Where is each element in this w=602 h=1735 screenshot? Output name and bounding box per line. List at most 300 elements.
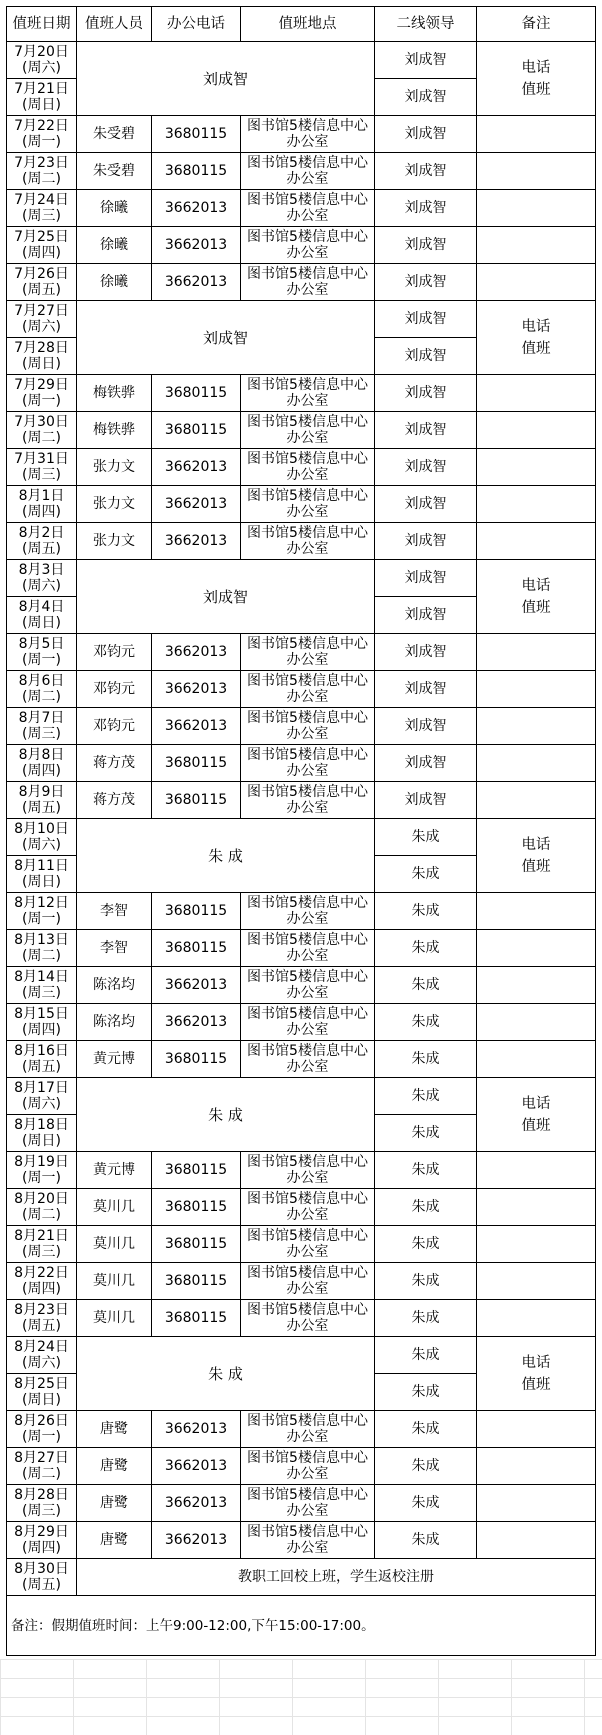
remark-cell [477,264,596,301]
date-text: 7月20日 [14,44,69,60]
leader-cell: 刘成智 [375,412,477,449]
remark-text: 电话值班 [521,577,551,616]
date-text: 8月13日 [14,932,69,948]
person-cell: 莫川几 [77,1226,152,1263]
leader-cell: 刘成智 [375,301,477,338]
duty-roster-table [6,6,596,1656]
remark-cell [477,819,596,893]
remark-cell [477,301,596,375]
phone-cell: 3662013 [152,1004,241,1041]
table-row [7,412,596,449]
remark-cell [477,1411,596,1448]
person-cell: 徐曦 [77,264,152,301]
phone-cell: 3662013 [152,486,241,523]
location-cell: 图书馆5楼信息中心办公室 [241,523,375,560]
date-text: 8月22日 [14,1265,69,1281]
header-date: 值班日期 [7,7,77,42]
weekday-text: (周四) [22,245,61,261]
location-cell: 图书馆5楼信息中心办公室 [241,1300,375,1337]
remark-cell [477,1263,596,1300]
weekday-text: (周六) [22,837,61,853]
location-cell: 图书馆5楼信息中心办公室 [241,227,375,264]
location-cell: 图书馆5楼信息中心办公室 [241,375,375,412]
phone-cell: 3662013 [152,227,241,264]
remark-cell [477,967,596,1004]
person-cell: 黄元博 [77,1152,152,1189]
date-text: 7月29日 [14,377,69,393]
weekday-text: (周三) [22,985,61,1001]
phone-cell: 3680115 [152,1152,241,1189]
phone-duty-person-cell: 刘成智 [77,42,375,116]
date-cell [7,1041,77,1078]
remark-cell [477,560,596,634]
leader-cell: 刘成智 [375,634,477,671]
spreadsheet-empty-grid [0,1659,602,1735]
leader-cell: 朱成 [375,1189,477,1226]
date-cell [7,560,77,597]
table-row [7,1337,596,1374]
location-cell: 图书馆5楼信息中心办公室 [241,486,375,523]
person-cell: 李智 [77,930,152,967]
remark-cell [477,1041,596,1078]
location-cell: 图书馆5楼信息中心办公室 [241,116,375,153]
date-cell [7,1485,77,1522]
phone-cell: 3680115 [152,782,241,819]
date-text: 8月17日 [14,1080,69,1096]
leader-cell: 刘成智 [375,375,477,412]
date-cell [7,856,77,893]
leader-cell: 朱成 [375,1041,477,1078]
phone-cell: 3662013 [152,634,241,671]
date-text: 8月25日 [14,1376,69,1392]
date-text: 7月30日 [14,414,69,430]
leader-cell: 刘成智 [375,745,477,782]
date-text: 7月23日 [14,155,69,171]
location-cell: 图书馆5楼信息中心办公室 [241,1226,375,1263]
weekday-text: (周二) [22,171,61,187]
date-text: 8月20日 [14,1191,69,1207]
leader-cell: 刘成智 [375,116,477,153]
leader-cell: 刘成智 [375,449,477,486]
person-cell: 唐鹭 [77,1485,152,1522]
leader-cell: 朱成 [375,1300,477,1337]
table-header-row [7,7,596,42]
weekday-text: (周日) [22,874,61,890]
person-cell: 梅铁骅 [77,375,152,412]
leader-cell: 朱成 [375,1448,477,1485]
remark-cell [477,42,596,116]
date-text: 8月29日 [14,1524,69,1540]
date-cell [7,782,77,819]
date-cell [7,671,77,708]
leader-cell: 刘成智 [375,671,477,708]
date-text: 7月31日 [14,451,69,467]
phone-cell: 3662013 [152,708,241,745]
table-row [7,264,596,301]
phone-cell: 3680115 [152,1041,241,1078]
phone-cell: 3662013 [152,967,241,1004]
table-row [7,486,596,523]
weekday-text: (周二) [22,948,61,964]
remark-cell [477,375,596,412]
table-row [7,1411,596,1448]
location-cell: 图书馆5楼信息中心办公室 [241,1522,375,1559]
phone-cell: 3680115 [152,412,241,449]
phone-cell: 3662013 [152,190,241,227]
weekday-text: (周五) [22,541,61,557]
weekday-text: (周一) [22,393,61,409]
phone-duty-person-cell: 刘成智 [77,560,375,634]
leader-cell: 刘成智 [375,782,477,819]
weekday-text: (周二) [22,1466,61,1482]
person-cell: 莫川几 [77,1189,152,1226]
date-cell [7,708,77,745]
weekday-text: (周一) [22,134,61,150]
leader-cell: 朱成 [375,893,477,930]
remark-text: 电话值班 [521,1354,551,1393]
table-row [7,819,596,856]
person-cell: 莫川几 [77,1300,152,1337]
date-text: 8月21日 [14,1228,69,1244]
date-text: 8月19日 [14,1154,69,1170]
date-text: 8月2日 [18,525,65,541]
table-row [7,671,596,708]
date-cell [7,301,77,338]
leader-cell: 刘成智 [375,42,477,79]
date-cell [7,42,77,79]
date-text: 8月5日 [18,636,65,652]
date-text: 8月8日 [18,747,65,763]
table-row [7,1559,596,1596]
table-row [7,116,596,153]
weekday-text: (周二) [22,689,61,705]
leader-cell: 刘成智 [375,264,477,301]
table-row [7,560,596,597]
phone-duty-person-cell: 朱 成 [77,819,375,893]
leader-cell: 朱成 [375,1485,477,1522]
phone-cell: 3680115 [152,745,241,782]
date-cell [7,79,77,116]
remark-cell [477,412,596,449]
date-cell [7,227,77,264]
table-row [7,227,596,264]
remark-text: 电话值班 [521,836,551,875]
date-text: 8月4日 [18,599,65,615]
table-row [7,1226,596,1263]
person-cell: 梅铁骅 [77,412,152,449]
remark-cell [477,930,596,967]
person-cell: 陈洺均 [77,967,152,1004]
location-cell: 图书馆5楼信息中心办公室 [241,634,375,671]
header-location: 值班地点 [241,7,375,42]
weekday-text: (周六) [22,1096,61,1112]
weekday-text: (周一) [22,1429,61,1445]
table-row [7,1485,596,1522]
leader-cell: 刘成智 [375,523,477,560]
table-row [7,523,596,560]
leader-cell: 朱成 [375,930,477,967]
location-cell: 图书馆5楼信息中心办公室 [241,1152,375,1189]
remark-cell [477,1226,596,1263]
leader-cell: 刘成智 [375,597,477,634]
location-cell: 图书馆5楼信息中心办公室 [241,264,375,301]
weekday-text: (周四) [22,1022,61,1038]
date-text: 8月23日 [14,1302,69,1318]
person-cell: 徐曦 [77,190,152,227]
weekday-text: (周三) [22,1244,61,1260]
remark-cell [477,1485,596,1522]
date-text: 8月24日 [14,1339,69,1355]
location-cell: 图书馆5楼信息中心办公室 [241,190,375,227]
date-cell [7,634,77,671]
leader-cell: 刘成智 [375,79,477,116]
table-row [7,301,596,338]
date-text: 8月1日 [18,488,65,504]
remark-cell [477,1300,596,1337]
weekday-text: (周一) [22,911,61,927]
phone-cell: 3680115 [152,1189,241,1226]
phone-cell: 3680115 [152,893,241,930]
remark-cell [477,1189,596,1226]
location-cell: 图书馆5楼信息中心办公室 [241,708,375,745]
date-text: 8月18日 [14,1117,69,1133]
date-cell [7,1004,77,1041]
date-text: 8月6日 [18,673,65,689]
location-cell: 图书馆5楼信息中心办公室 [241,671,375,708]
location-cell: 图书馆5楼信息中心办公室 [241,782,375,819]
weekday-text: (周日) [22,97,61,113]
leader-cell: 朱成 [375,1152,477,1189]
table-row [7,930,596,967]
weekday-text: (周二) [22,430,61,446]
date-text: 8月9日 [18,784,65,800]
header-leader: 二线领导 [375,7,477,42]
person-cell: 唐鹭 [77,1411,152,1448]
phone-cell: 3662013 [152,264,241,301]
date-cell [7,1411,77,1448]
person-cell: 朱受碧 [77,116,152,153]
leader-cell: 朱成 [375,1078,477,1115]
weekday-text: (周日) [22,1392,61,1408]
date-text: 8月27日 [14,1450,69,1466]
phone-cell: 3662013 [152,523,241,560]
leader-cell: 朱成 [375,1004,477,1041]
leader-cell: 朱成 [375,1522,477,1559]
weekday-text: (周三) [22,208,61,224]
date-cell [7,1263,77,1300]
leader-cell: 朱成 [375,856,477,893]
remark-text: 电话值班 [521,59,551,98]
weekday-text: (周五) [22,1577,61,1593]
table-row [7,42,596,79]
remark-cell [477,116,596,153]
duty-roster-sheet [6,6,595,1656]
person-cell: 朱受碧 [77,153,152,190]
remark-cell [477,1448,596,1485]
date-text: 7月26日 [14,266,69,282]
phone-cell: 3680115 [152,1300,241,1337]
date-text: 8月26日 [14,1413,69,1429]
table-row [7,1152,596,1189]
remark-cell [477,1337,596,1411]
date-cell [7,116,77,153]
date-cell [7,264,77,301]
person-cell: 张力文 [77,486,152,523]
person-cell: 邓钧元 [77,634,152,671]
weekday-text: (周三) [22,467,61,483]
date-text: 8月12日 [14,895,69,911]
remark-cell [477,486,596,523]
leader-cell: 朱成 [375,1226,477,1263]
date-text: 8月14日 [14,969,69,985]
table-row [7,967,596,1004]
date-text: 8月30日 [14,1561,69,1577]
phone-cell: 3662013 [152,1485,241,1522]
remark-cell [477,1004,596,1041]
weekday-text: (周三) [22,1503,61,1519]
phone-cell: 3662013 [152,1411,241,1448]
location-cell: 图书馆5楼信息中心办公室 [241,1189,375,1226]
phone-duty-person-cell: 刘成智 [77,301,375,375]
person-cell: 蒋方茂 [77,745,152,782]
weekday-text: (周二) [22,1207,61,1223]
table-row [7,1448,596,1485]
phone-cell: 3662013 [152,671,241,708]
date-cell [7,486,77,523]
table-row [7,1300,596,1337]
date-text: 7月22日 [14,118,69,134]
footnote-text: 备注：假期值班时间：上午9:00-12:00,下午15:00-17:00。 [7,1596,596,1656]
location-cell: 图书馆5楼信息中心办公室 [241,1448,375,1485]
location-cell: 图书馆5楼信息中心办公室 [241,153,375,190]
table-row [7,708,596,745]
date-cell [7,523,77,560]
remark-cell [477,1078,596,1152]
leader-cell: 刘成智 [375,227,477,264]
weekday-text: (周三) [22,726,61,742]
header-person: 值班人员 [77,7,152,42]
date-text: 8月7日 [18,710,65,726]
date-cell [7,190,77,227]
date-text: 8月11日 [14,858,69,874]
date-cell [7,1559,77,1596]
weekday-text: (周六) [22,1355,61,1371]
remark-text: 电话值班 [521,318,551,357]
date-text: 8月28日 [14,1487,69,1503]
table-row [7,1004,596,1041]
phone-cell: 3680115 [152,930,241,967]
table-row [7,782,596,819]
phone-cell: 3680115 [152,375,241,412]
person-cell: 陈洺均 [77,1004,152,1041]
table-row [7,1041,596,1078]
table-row [7,893,596,930]
remark-cell [477,634,596,671]
date-text: 7月24日 [14,192,69,208]
weekday-text: (周一) [22,1170,61,1186]
date-text: 7月27日 [14,303,69,319]
leader-cell: 刘成智 [375,338,477,375]
remark-cell [477,190,596,227]
date-cell [7,1337,77,1374]
date-cell [7,1152,77,1189]
leader-cell: 刘成智 [375,190,477,227]
date-text: 8月15日 [14,1006,69,1022]
date-cell [7,745,77,782]
remark-cell [477,893,596,930]
table-row [7,375,596,412]
location-cell: 图书馆5楼信息中心办公室 [241,745,375,782]
header-phone: 办公电话 [152,7,241,42]
remark-cell [477,782,596,819]
date-cell [7,1374,77,1411]
person-cell: 黄元博 [77,1041,152,1078]
remark-cell [477,708,596,745]
date-cell [7,1522,77,1559]
weekday-text: (周四) [22,1540,61,1556]
date-cell [7,967,77,1004]
phone-cell: 3662013 [152,1448,241,1485]
date-cell [7,1189,77,1226]
location-cell: 图书馆5楼信息中心办公室 [241,449,375,486]
person-cell: 徐曦 [77,227,152,264]
weekday-text: (周五) [22,1059,61,1075]
person-cell: 张力文 [77,449,152,486]
remark-cell [477,449,596,486]
remark-text: 电话值班 [521,1095,551,1134]
location-cell: 图书馆5楼信息中心办公室 [241,967,375,1004]
table-row [7,1522,596,1559]
leader-cell: 朱成 [375,1337,477,1374]
weekday-text: (周日) [22,356,61,372]
leader-cell: 朱成 [375,1374,477,1411]
remark-cell [477,523,596,560]
table-row [7,190,596,227]
weekday-text: (周五) [22,1318,61,1334]
person-cell: 李智 [77,893,152,930]
person-cell: 蒋方茂 [77,782,152,819]
remark-cell [477,671,596,708]
person-cell: 唐鹭 [77,1448,152,1485]
date-text: 8月10日 [14,821,69,837]
weekday-text: (周四) [22,763,61,779]
date-cell [7,1078,77,1115]
date-cell [7,819,77,856]
leader-cell: 朱成 [375,1263,477,1300]
leader-cell: 刘成智 [375,560,477,597]
phone-cell: 3680115 [152,1263,241,1300]
table-row [7,1189,596,1226]
remark-cell [477,227,596,264]
remark-cell [477,153,596,190]
weekday-text: (周一) [22,652,61,668]
person-cell: 唐鹭 [77,1522,152,1559]
person-cell: 邓钧元 [77,671,152,708]
phone-cell: 3662013 [152,449,241,486]
date-cell [7,338,77,375]
table-row [7,153,596,190]
date-text: 7月21日 [14,81,69,97]
weekday-text: (周四) [22,1281,61,1297]
leader-cell: 刘成智 [375,708,477,745]
date-cell [7,1448,77,1485]
remark-cell [477,1522,596,1559]
footnote-row [7,1596,596,1656]
leader-cell: 刘成智 [375,153,477,190]
location-cell: 图书馆5楼信息中心办公室 [241,1041,375,1078]
weekday-text: (周六) [22,319,61,335]
weekday-text: (周日) [22,615,61,631]
